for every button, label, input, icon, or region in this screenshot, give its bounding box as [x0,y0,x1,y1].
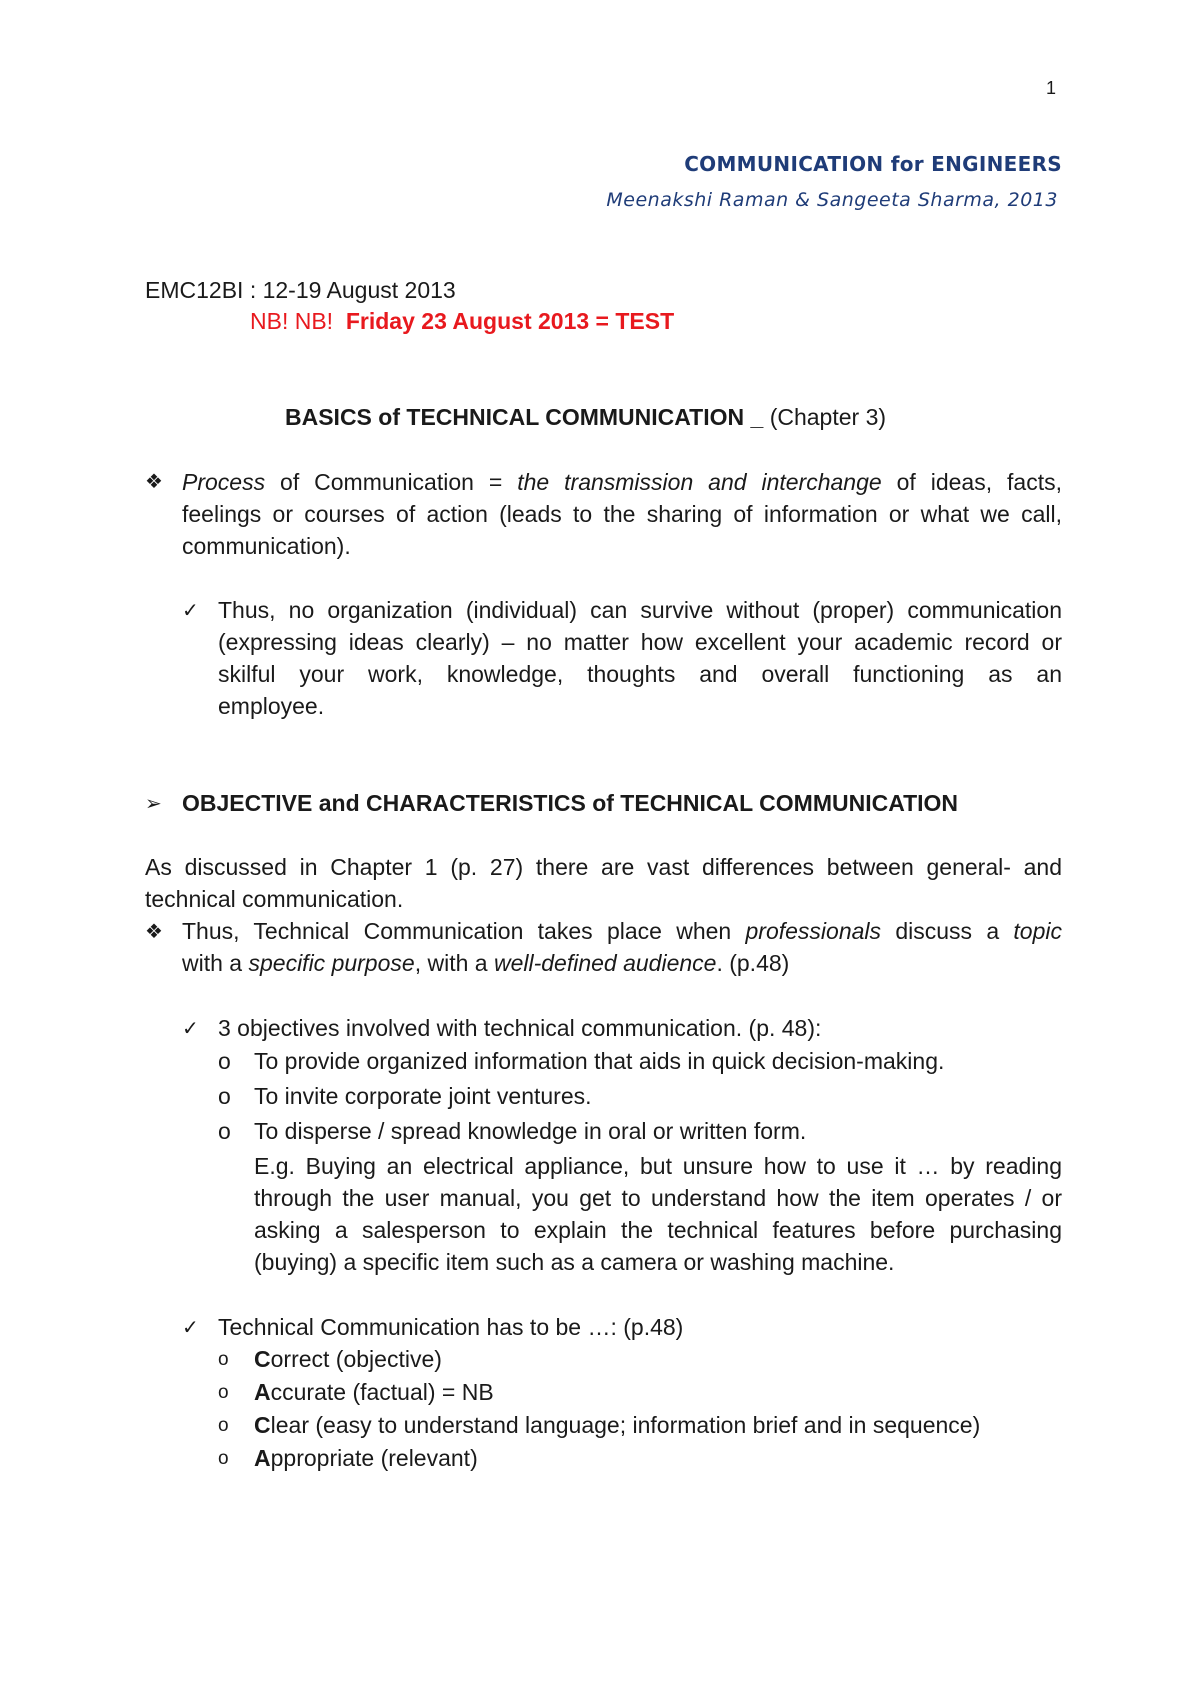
example-line-2: through the user manual, you get to understand how the item operates / or [254,1185,1062,1211]
tech-comm-line-1: Thus, Technical Communication takes place when professionals discuss a topic [182,918,1062,944]
section-title-chapter: (Chapter 3) [769,404,887,430]
circle-bullet-icon: o [218,1382,229,1403]
section-title-bold: BASICS of TECHNICAL COMMUNICATION _ [285,404,764,430]
discussion-line-2: technical communication. [145,886,404,912]
checkmark-icon: ✓ [182,1016,199,1040]
course-line: EMC12BI : 12-19 August 2013 [145,277,456,303]
characteristic-item: Appropriate (relevant) [254,1445,478,1471]
circle-bullet-icon: o [218,1048,231,1074]
objective-item: To disperse / spread knowledge in oral or written form. [254,1118,807,1144]
objective-heading: OBJECTIVE and CHARACTERISTICS of TECHNICAL COMMUNICATION [182,790,959,816]
characteristic-item: Accurate (factual) = NB [254,1379,494,1405]
diamond-bullet-icon: ❖ [145,919,163,943]
arrow-bullet-icon: ➢ [145,791,162,815]
thus-line-4: employee. [218,693,325,719]
notice-prefix: NB! NB! [250,308,334,334]
thus-line-1: Thus, no organization (individual) can survive without (proper) communication [218,597,1062,623]
example-line-4: (buying) a specific item such as a camera or washing machine. [254,1249,895,1275]
process-line-1: Process of Communication = the transmission and interchange of ideas, facts, [182,469,1063,495]
checkmark-icon: ✓ [182,598,199,622]
objective-item: To provide organized information that aids in quick decision-making. [254,1048,945,1074]
circle-bullet-icon: o [218,1415,229,1436]
thus-line-3: skilful your work, knowledge, thoughts and overall functioning as an [218,661,1062,687]
characteristic-item: Correct (objective) [254,1346,442,1372]
circle-bullet-icon: o [218,1448,229,1469]
process-line-3: communication). [182,533,351,559]
circle-bullet-icon: o [218,1118,231,1144]
process-line-2: feelings or courses of action (leads to the sharing of information or what we call, [182,501,1062,527]
circle-bullet-icon: o [218,1083,231,1109]
example-line-1: E.g. Buying an electrical appliance, but unsure how to use it … by reading [254,1153,1062,1179]
notice-test: Friday 23 August 2013 = TEST [345,308,675,334]
header-authors: Meenakshi Raman & Sangeeta Sharma, 2013 [606,189,1058,211]
checkmark-icon: ✓ [182,1315,199,1339]
test-notice [250,305,674,337]
objectives-heading: 3 objectives involved with technical communication. (p. 48): [218,1015,822,1041]
example-line-3: asking a salesperson to explain the technical features before purchasing [254,1217,1062,1243]
tech-comm-line-2: with a specific purpose, with a well-defined audience. (p.48) [182,950,790,976]
section-title [285,401,886,433]
circle-bullet-icon: o [218,1349,229,1370]
characteristics-heading: Technical Communication has to be …: (p.48) [218,1314,684,1340]
page-number: 1 [1046,78,1057,98]
discussion-line-1: As discussed in Chapter 1 (p. 27) there are vast differences between general- and [145,854,1062,880]
characteristic-item: Clear (easy to understand language; information brief and in sequence) [254,1412,981,1438]
header-title: COMMUNICATION for ENGINEERS [684,152,1062,176]
objective-item: To invite corporate joint ventures. [254,1083,592,1109]
diamond-bullet-icon: ❖ [145,469,163,493]
thus-line-2: (expressing ideas clearly) – no matter how excellent your academic record or [218,629,1062,655]
